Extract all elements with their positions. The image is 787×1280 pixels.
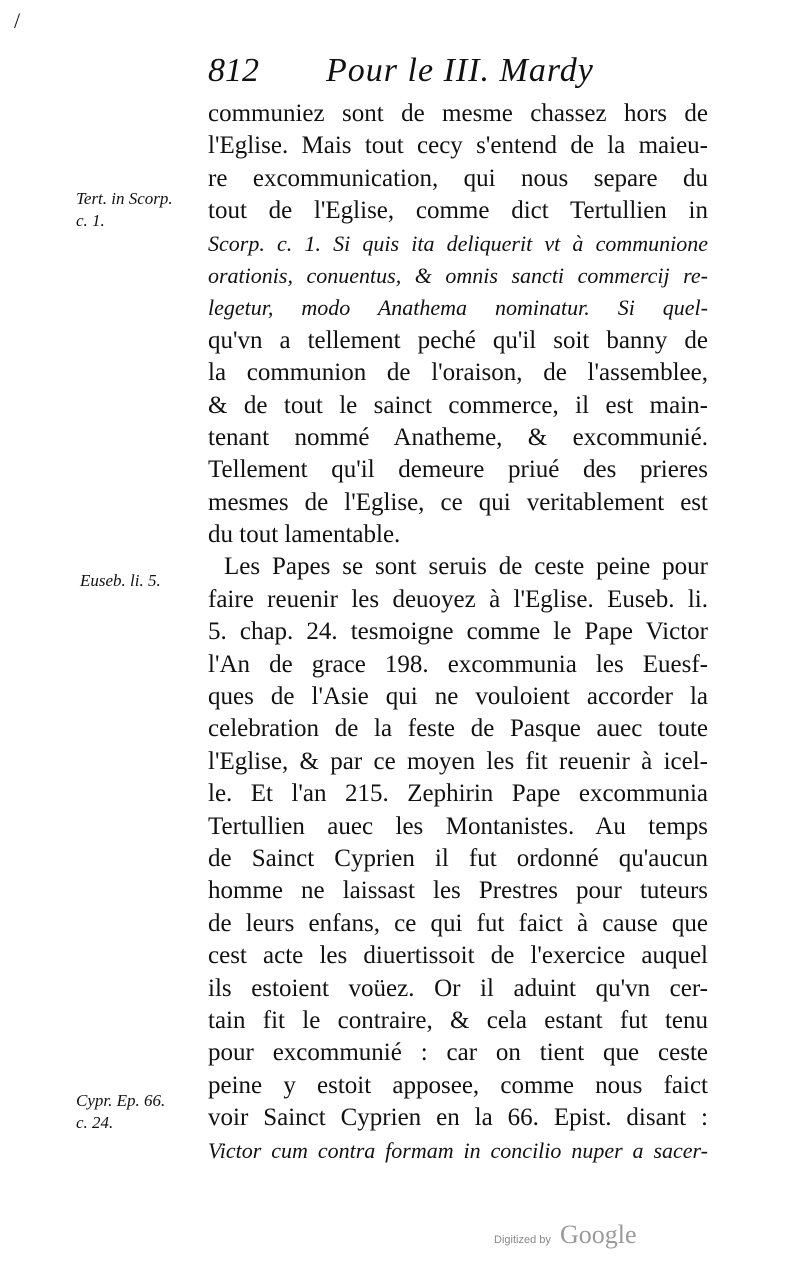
- corner-mark: /: [14, 8, 21, 33]
- text-line: re excommunication, qui nous separe du: [208, 164, 708, 192]
- text-line: homme ne laissast les Prestres pour tuteurs: [208, 877, 708, 905]
- running-header: [208, 52, 708, 92]
- page-number: 812: [208, 52, 259, 89]
- margin-note-tertullian: [76, 188, 173, 232]
- text-line: peine y estoit apposee, comme nous faict: [208, 1071, 708, 1099]
- text-line: l'Eglise. Mais tout cecy s'entend de la maieu-: [208, 132, 708, 160]
- text-line: la communion de l'oraison, de l'assemblee,: [208, 359, 708, 387]
- text-line: Scorp. c. 1. Si quis ita deliquerit vt à communione: [208, 230, 708, 256]
- text-line: ques de l'Asie qui ne vouloient accorder la: [208, 683, 708, 711]
- text-line: l'Eglise, & par ce moyen les fit reuenir à icel-: [208, 747, 708, 775]
- text-line: qu'vn a tellement peché qu'il soit banny de: [208, 326, 708, 354]
- google-logo: Google: [559, 1220, 637, 1249]
- digitized-by-label: Digitized by: [494, 1234, 551, 1246]
- text-line: tain fit le contraire, & cela estant fut tenu: [208, 1006, 708, 1034]
- text-line: communiez sont de mesme chassez hors de: [208, 100, 708, 127]
- margin-note-line: c. 1.: [76, 211, 105, 230]
- margin-note-line: c. 24.: [76, 1113, 114, 1132]
- margin-note-cyprian: [76, 1090, 165, 1134]
- text-line: Les Papes se sont seruis de ceste peine pour: [224, 553, 708, 581]
- text-line: cest acte les diuertissoit de l'exercice auquel: [208, 942, 708, 970]
- margin-note-line: Euseb. li. 5.: [80, 571, 161, 590]
- text-line: de Sainct Cyprien il fut ordonné qu'aucun: [208, 844, 708, 872]
- text-line: le. Et l'an 215. Zephirin Pape excommunia: [208, 780, 708, 808]
- text-line: mesmes de l'Eglise, ce qui veritablement est: [208, 488, 708, 516]
- text-line: voir Sainct Cyprien en la 66. Epist. disant :: [208, 1104, 708, 1132]
- text-line: celebration de la feste de Pasque auec toute: [208, 715, 708, 743]
- text-line: legetur, modo Anathema nominatur. Si quel-: [208, 295, 708, 321]
- margin-note-line: Cypr. Ep. 66.: [76, 1091, 166, 1110]
- text-line: orationis, conuentus, & omnis sancti commercij re-: [208, 262, 708, 288]
- margin-note-eusebius: [80, 570, 161, 592]
- text-line: tenant nommé Anatheme, & excommunié.: [208, 423, 708, 451]
- text-line: pour excommunié : car on tient que ceste: [208, 1039, 708, 1067]
- text-line: Tertullien auec les Montanistes. Au temps: [208, 812, 708, 840]
- running-title: Pour le III. Mardy: [326, 52, 594, 89]
- digitized-watermark: [494, 1220, 637, 1250]
- text-line: Tellement qu'il demeure priué des prieres: [208, 456, 708, 484]
- text-line: du tout lamentable.: [208, 521, 401, 549]
- text-line: & de tout le sainct commerce, il est main-: [208, 391, 708, 419]
- text-line: ils estoient voüez. Or il aduint qu'vn cer-: [208, 974, 708, 1002]
- text-line: 5. chap. 24. tesmoigne comme le Pape Victor: [208, 618, 708, 646]
- text-line: tout de l'Eglise, comme dict Tertullien in: [208, 197, 708, 225]
- text-line: l'An de grace 198. excommunia les Euesf-: [208, 650, 708, 678]
- text-line: Victor cum contra formam in concilio nuper a sacer-: [208, 1137, 708, 1163]
- margin-note-line: Tert. in Scorp.: [76, 189, 173, 208]
- text-line: faire reuenir les deuoyez à l'Eglise. Euseb. li.: [208, 585, 708, 613]
- text-line: de leurs enfans, ce qui fut faict à cause que: [208, 909, 708, 937]
- body-text: [208, 98, 708, 1167]
